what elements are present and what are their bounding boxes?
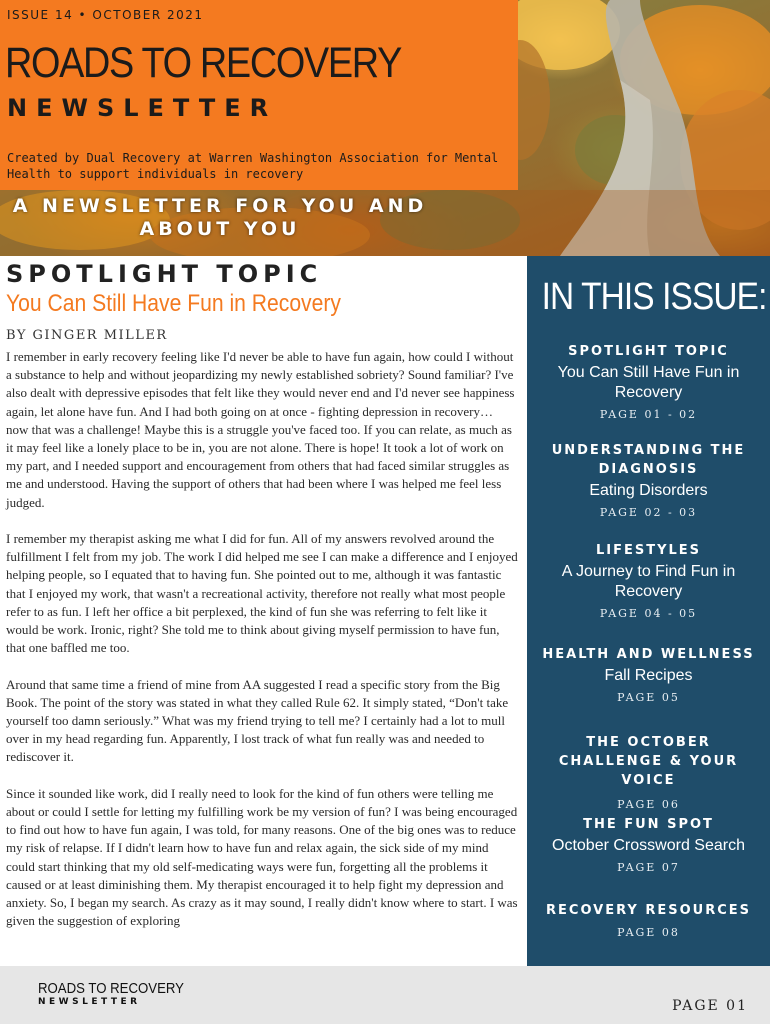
toc-heading: THE FUN SPOT xyxy=(583,817,714,832)
newsletter-title: ROADS TO RECOVERY xyxy=(5,39,402,87)
toc-page: PAGE 02 - 03 xyxy=(599,506,698,519)
newsletter-subtitle: NEWSLETTER xyxy=(7,94,278,122)
toc-heading: THE OCTOBER CHALLENGE & YOUR VOICE xyxy=(558,735,739,788)
main-article xyxy=(0,256,526,976)
toc-subtitle: Eating Disorders xyxy=(589,482,708,499)
page-number: PAGE 01 xyxy=(672,998,748,1014)
toc-item-health[interactable] xyxy=(527,645,770,704)
toc-page: PAGE 07 xyxy=(617,861,680,874)
header-banner xyxy=(0,0,770,256)
toc-subtitle: Fall Recipes xyxy=(604,667,693,684)
toc-subtitle: A Journey to Find Fun in Recovery xyxy=(561,563,736,600)
toc-item-diagnosis[interactable] xyxy=(527,441,770,519)
toc-page: PAGE 05 xyxy=(617,691,680,704)
article-paragraph: I remember in early recovery feeling like I'd never be able to have fun again, how could I without a substance to help and without jeopardizing my newly established sobriety? Sound familiar? I've also dealt with depressive episodes that felt like they would never end and I'd never see happiness again, let alone have fun. And I had both going on at once - fighting depression in recovery… now that was a challenge! Maybe this is a struggle you've faced too. If you can relate, as much as it may feel like a lonely place to be in, you are not alone. There is hope! It took a lot of work on my part, and I needed support and encouragement from others that had faced similar struggles as me and understood. Having the support of others that had been where I was helped me feel less judged. xyxy=(6,349,515,510)
page-footer xyxy=(0,966,770,1024)
footer-subtitle: NEWSLETTER xyxy=(38,997,141,1007)
toc-item-fun-spot[interactable] xyxy=(527,815,770,874)
toc-subtitle: October Crossword Search xyxy=(552,837,745,854)
toc-heading: LIFESTYLES xyxy=(595,543,702,558)
in-this-issue-sidebar xyxy=(527,256,770,966)
newsletter-description: Created by Dual Recovery at Warren Washington Association for Mental Health to support individuals in recovery xyxy=(7,151,499,181)
toc-page: PAGE 01 - 02 xyxy=(599,408,698,421)
toc-heading: SPOTLIGHT TOPIC xyxy=(568,344,729,359)
article-body xyxy=(6,348,518,949)
toc-heading: UNDERSTANDING THE DIAGNOSIS xyxy=(551,443,746,477)
title-panel xyxy=(0,0,518,190)
toc-subtitle: You Can Still Have Fun in Recovery xyxy=(557,364,740,401)
toc-heading: HEALTH AND WELLNESS xyxy=(542,647,755,662)
article-title: You Can Still Have Fun in Recovery xyxy=(6,290,341,317)
toc-page: PAGE 06 xyxy=(617,798,680,811)
article-paragraph: I remember my therapist asking me what I did for fun. All of my answers revolved around the fulfillment I felt from my job. The work I did helped me see I can make a difference and I enjoyed helping people, so I equated that to having fun. She pointed out to me, although it was fantastic that I enjoyed my work, that wasn't a recreational activity, therefore not really what most people refer to as fun. I left her office a bit perplexed, the kind of fun she was referring to felt like it would be work. Ironic, right? She told me to think about giving myself permission to have fun, that one baffled me too. xyxy=(6,531,518,656)
article-byline: BY GINGER MILLER xyxy=(6,328,168,343)
toc-page: PAGE 04 - 05 xyxy=(599,607,698,620)
toc-item-spotlight[interactable] xyxy=(527,342,770,421)
toc-item-lifestyles[interactable] xyxy=(527,541,770,620)
newsletter-tagline: A NEWSLETTER FOR YOU AND ABOUT YOU xyxy=(12,195,428,240)
toc-heading: RECOVERY RESOURCES xyxy=(546,903,751,918)
article-paragraph: Since it sounded like work, did I really need to look for the kind of fun others were telling me about or could I settle for letting my fulfilling work be my version of fun? I was being encouraged to find out how to have fun again, I was told, for many reasons. One of the big ones was to reduce my risk of relapse. If I didn't learn how to have fun and relax again, the sick side of my mind could start thinking that my old self-medicating ways were fun, forgetting all the problems it caused or at least diminishing them. My therapist encouraged it to help fight my depression and anxiety. So, I began my search. As crazy as it may sound, I really didn't know where to start. I was given the suggestion of exploring xyxy=(6,785,518,929)
footer-brand: ROADS TO RECOVERY xyxy=(38,980,184,997)
sidebar-title: IN THIS ISSUE: xyxy=(541,276,767,318)
toc-page: PAGE 08 xyxy=(617,926,680,939)
toc-item-october-challenge[interactable] xyxy=(527,733,770,811)
article-paragraph: Around that same time a friend of mine from AA suggested I read a specific story from the Big Book. The point of the story was stated in what they called Rule 62. It simply stated, “Don't take yourself too damn seriously.” What was my friend trying to tell me? I certainly had a lot to mull over in my head regarding fun. Apparently, I lost track of what fun really was and needed to rediscover it. xyxy=(6,676,509,765)
toc-item-resources[interactable] xyxy=(527,901,770,939)
issue-date-line: ISSUE 14 • OCTOBER 2021 xyxy=(7,8,204,22)
section-label: SPOTLIGHT TOPIC xyxy=(6,260,323,288)
